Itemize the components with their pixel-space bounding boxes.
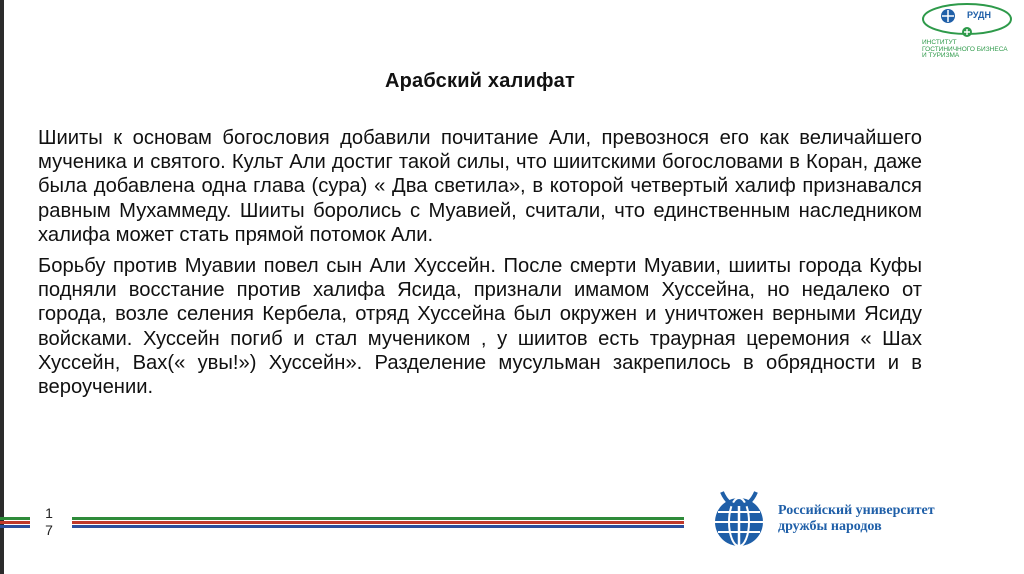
body-paragraph-2: Борьбу против Муавии повел сын Али Хуссейн. После смерти Муавии, шииты города Куфы подняли восстание против халифа Ясида, признали имамом Хуссейна, но недалеко от города, возле селения Кербела, отряд Хуссейна был окружен и уничтожен верными Ясиду войсками. Хуссейн погиб и стал мучеником , у шиитов есть траурная церемония « Шах Хуссейн, Вах(« увы!») Хуссейн». Разделение мусульман закрепилось в обрядности и в вероучении.: [38, 255, 922, 399]
footer-band-right-blue: [72, 525, 684, 528]
footer-band-left-blue: [0, 525, 30, 528]
university-name-line-1: Российский университет: [778, 503, 935, 518]
institute-caption-line: ГОСТИНИЧНОГО БИЗНЕСА: [922, 45, 1008, 53]
institute-caption-line: ИНСТИТУТ: [922, 39, 957, 46]
slide-left-edge: [0, 0, 4, 574]
footer-band-left-green: [0, 517, 30, 520]
body-paragraph-1: Шииты к основам богословия добавили почитание Али, превознося его как величайшего мученика и святого. Культ Али достиг такой силы, что шиитскими богословами в Коран, даже была добавлена одна глава (сура) « Два светила», в которой четвертый халиф признавался равным Мухаммеду. Шииты боролись с Муавией, считали, что единственным наследником халифа может стать прямой потомок Али.: [38, 127, 922, 246]
institute-logo-mark-text: РУДН: [967, 10, 991, 20]
page-number-line-2: 7: [45, 522, 53, 538]
page-number: [42, 505, 56, 539]
footer-band-right-red: [72, 521, 684, 524]
page-number-line-1: 1: [45, 505, 53, 521]
institute-logo-caption: [922, 40, 1022, 60]
university-name-line-2: дружбы народов: [778, 519, 882, 534]
university-globe-icon: [708, 488, 770, 550]
footer-band-left-red: [0, 521, 30, 524]
institute-caption-line: И ТУРИЗМА: [922, 52, 960, 60]
slide-title: Арабский халифат: [384, 70, 576, 92]
slide-body: [38, 126, 922, 406]
footer-band-right-green: [72, 517, 684, 520]
university-name: [778, 503, 998, 535]
